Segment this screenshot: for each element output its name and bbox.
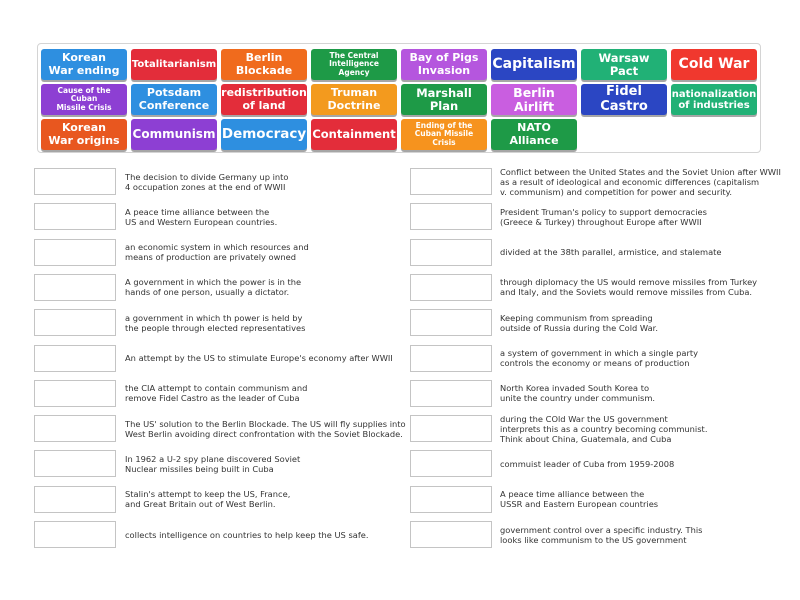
- answer-tile[interactable]: Warsaw Pact: [581, 49, 667, 80]
- answer-tile[interactable]: nationalization of industries: [671, 84, 757, 115]
- left-drop-box[interactable]: [34, 380, 116, 407]
- right-clue-text: Keeping communism from spreading outside of Russia during the Cold War.: [500, 312, 658, 333]
- right-clue-text: A peace time alliance between the USSR and Eastern European countries: [500, 489, 659, 510]
- left-clue-text: an economic system in which resources and means of production are privately owned: [125, 242, 309, 263]
- answer-tile[interactable]: Ending of the Cuban Missile Crisis: [401, 119, 487, 150]
- right-clue-text: through diplomacy the US would remove missiles from Turkey and Italy, and the Soviets would remove missiles from Cuba.: [500, 277, 758, 298]
- left-drop-box[interactable]: [34, 450, 116, 477]
- answer-tile[interactable]: Berlin Blockade: [221, 49, 307, 80]
- left-drop-box[interactable]: [34, 521, 116, 548]
- left-clue-text: The US' solution to the Berlin Blockade. The US will fly supplies into West Berlin avoiding direct confrontation with the Soviet Blockade.: [125, 418, 406, 439]
- left-clue-text: An attempt by the US to stimulate Europe's economy after WWII: [125, 353, 393, 363]
- right-clue-text: President Truman's policy to support democracies (Greece & Turkey) throughout Europe after WWII: [500, 206, 707, 227]
- right-drop-box[interactable]: [410, 380, 492, 407]
- right-clue-text: commuist leader of Cuba from 1959-2008: [500, 458, 675, 469]
- right-drop-box[interactable]: [410, 486, 492, 513]
- left-drop-box[interactable]: [34, 274, 116, 301]
- left-drop-box[interactable]: [34, 486, 116, 513]
- right-clue-text: a system of government in which a single party controls the economy or means of production: [500, 348, 699, 368]
- left-clue-text: a government in which th power is held by the people through elected representatives: [125, 312, 306, 333]
- answer-tile[interactable]: Marshall Plan: [401, 84, 487, 115]
- answer-tile[interactable]: Democracy: [221, 119, 307, 150]
- left-clue-text: Stalin's attempt to keep the US, France, and Great Britain out of West Berlin.: [125, 489, 291, 510]
- answer-tile[interactable]: Totalitarianism: [131, 49, 217, 80]
- answer-tile[interactable]: NATO Alliance: [491, 119, 577, 150]
- answer-tile[interactable]: The Central Intelligence Agency: [311, 49, 397, 80]
- left-clue-text: A government in which the power is in the hands of one person, usually a dictator.: [125, 277, 302, 298]
- right-drop-box[interactable]: [410, 203, 492, 230]
- left-clue-text: the CIA attempt to contain communism and remove Fidel Castro as the leader of Cuba: [125, 383, 308, 404]
- answer-tile[interactable]: Containment: [311, 119, 397, 150]
- answer-tile[interactable]: Cause of the Cuban Missile Crisis: [41, 84, 127, 115]
- right-clue-text: North Korea invaded South Korea to unite the country under communism.: [500, 383, 656, 404]
- answer-tile[interactable]: Cold War: [671, 49, 757, 80]
- answer-tile[interactable]: Communism: [131, 119, 217, 150]
- right-clue-text: divided at the 38th parallel, armistice, and stalemate: [500, 247, 722, 258]
- answer-tile[interactable]: Potsdam Conference: [131, 84, 217, 115]
- left-clue-text: The decision to divide Germany up into 4 occupation zones at the end of WWII: [125, 171, 289, 192]
- answer-tile[interactable]: Korean War ending: [41, 49, 127, 80]
- answer-tile[interactable]: Bay of Pigs Invasion: [401, 49, 487, 80]
- right-drop-box[interactable]: [410, 345, 492, 372]
- answer-tile[interactable]: Capitalism: [491, 49, 577, 80]
- left-clue-text: A peace time alliance between the US and Western European countries.: [125, 206, 278, 227]
- left-drop-box[interactable]: [34, 168, 116, 195]
- right-clue-text: Conflict between the United States and the Soviet Union after WWII as a result of ideological and economic differences (capitalism v. communism) and competition for power and security.: [500, 166, 781, 197]
- right-drop-box[interactable]: [410, 239, 492, 266]
- answer-tile[interactable]: redistribution of land: [221, 84, 307, 115]
- right-drop-box[interactable]: [410, 415, 492, 442]
- left-drop-box[interactable]: [34, 345, 116, 372]
- left-drop-box[interactable]: [34, 309, 116, 336]
- right-drop-box[interactable]: [410, 450, 492, 477]
- answer-tile[interactable]: Fidel Castro: [581, 84, 667, 115]
- left-drop-box[interactable]: [34, 239, 116, 266]
- answer-bank: [37, 43, 761, 153]
- answer-tile[interactable]: Berlin Airlift: [491, 84, 577, 115]
- right-drop-box[interactable]: [410, 309, 492, 336]
- answer-tile[interactable]: Truman Doctrine: [311, 84, 397, 115]
- right-clue-text: government control over a specific industry. This looks like communism to the US government: [500, 524, 703, 545]
- left-clue-text: In 1962 a U-2 spy plane discovered Soviet Nuclear missiles being built in Cuba: [125, 453, 301, 474]
- right-drop-box[interactable]: [410, 168, 492, 195]
- right-clue-text: during the COld War the US government interprets this as a country becoming communist. Think about China, Guatemala, and Cuba: [500, 413, 708, 444]
- left-drop-box[interactable]: [34, 415, 116, 442]
- right-drop-box[interactable]: [410, 521, 492, 548]
- right-drop-box[interactable]: [410, 274, 492, 301]
- left-drop-box[interactable]: [34, 203, 116, 230]
- left-clue-text: collects intelligence on countries to help keep the US safe.: [125, 529, 369, 540]
- answer-tile[interactable]: Korean War origins: [41, 119, 127, 150]
